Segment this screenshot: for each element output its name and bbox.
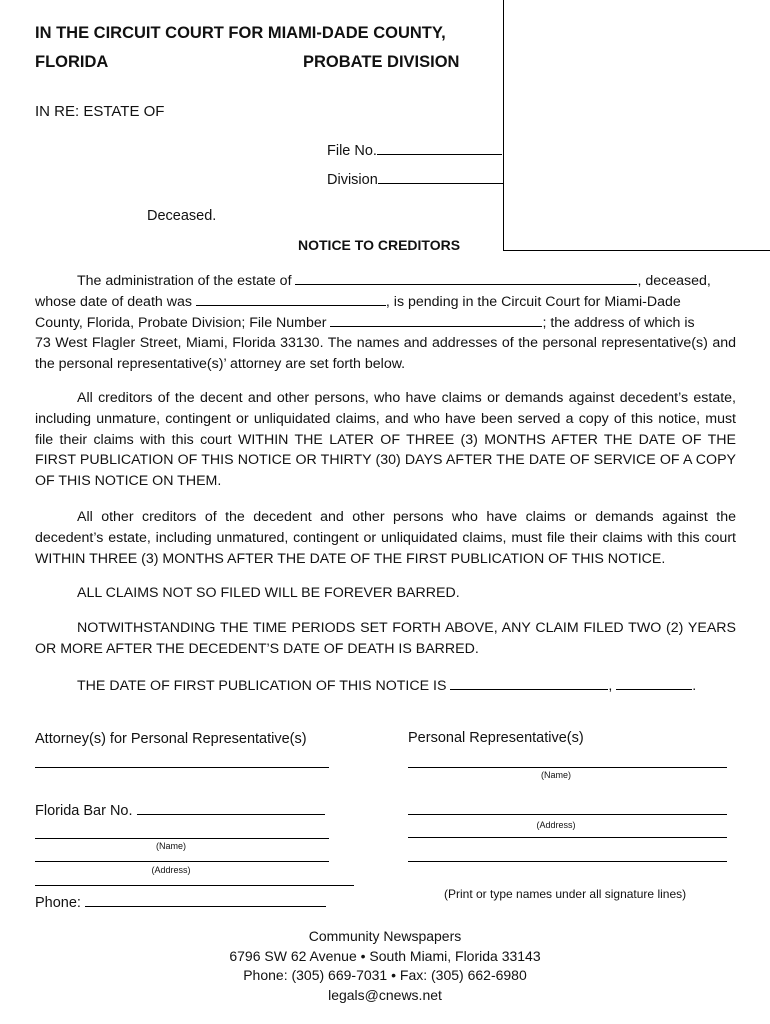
attorney-address-caption: (Address): [151, 865, 191, 875]
pr-address-caption: (Address): [536, 820, 576, 830]
attorney-signature-line[interactable]: [35, 767, 329, 768]
court-name-line2-left: FLORIDA: [35, 53, 109, 71]
publisher-footer: [0, 927, 770, 1005]
florida-bar-field: [35, 801, 325, 819]
pr-address-line3[interactable]: [408, 861, 727, 862]
publisher-phone-fax: Phone: (305) 669-7031 • Fax: (305) 662-6980: [243, 967, 527, 983]
paragraph-publication-date: [35, 676, 736, 697]
p2-text: All creditors of the decent and other persons, who have claims or demands against decedent’s estate, including unmature, contingent or unliquidated claims, and who have been served a copy of this notice, must file their claims with this court WITHIN THE LATER OF THREE (3) MONTHS AFTER THE DATE OF THE FIRST PUBLICATION OF THIS NOTICE OR THIRTY (30) DAYS AFTER THE DATE OF SERVICE OF A COPY OF THIS NOTICE ON THEM.: [35, 390, 736, 490]
publisher-name: Community Newspapers: [308, 928, 462, 944]
file-number-blank[interactable]: [330, 313, 542, 327]
notice-title: NOTICE TO CREDITORS: [298, 237, 461, 253]
publisher-address: 6796 SW 62 Avenue • South Miami, Florida 33143: [229, 947, 541, 964]
division-blank[interactable]: [378, 170, 503, 184]
attorney-name-line[interactable]: [35, 838, 329, 839]
publication-year-blank[interactable]: [616, 676, 692, 690]
pr-address-line[interactable]: [408, 814, 727, 815]
p3-text: All other creditors of the decedent and other persons who have claims or demands against the decedent’s estate, including unmatured, contingent or unliquidated claims, must file their claims with this court WITHIN THREE (3) MONTHS AFTER THE DATE OF THE FIRST PUBLICATION OF THIS NOTICE.: [35, 509, 736, 567]
file-no-label: File No.: [327, 143, 377, 159]
deceased-label: Deceased.: [147, 208, 217, 224]
paragraph-creditors-served: [35, 388, 736, 492]
court-name-line1: IN THE CIRCUIT COURT FOR MIAMI-DADE COUNTY,: [35, 24, 446, 42]
p6-text: THE DATE OF FIRST PUBLICATION OF THIS NOTICE IS , .: [77, 678, 697, 694]
paragraph-other-creditors: [35, 507, 736, 569]
attorney-address-line2[interactable]: [35, 885, 354, 886]
print-names-note: (Print or type names under all signature lines): [444, 887, 687, 901]
caption-box-bottom-line: [503, 250, 770, 251]
attorney-heading: Attorney(s) for Personal Representative(s): [35, 731, 307, 747]
phone-blank[interactable]: [85, 893, 326, 907]
phone-field: [35, 893, 326, 911]
florida-bar-blank[interactable]: [137, 801, 325, 815]
p1-line1: The administration of the estate of , deceased,: [77, 273, 711, 289]
publication-date-blank[interactable]: [450, 676, 608, 690]
publisher-email[interactable]: legals@cnews.net: [328, 986, 442, 1003]
phone-label: Phone:: [35, 895, 81, 911]
paragraph-administration: [35, 271, 736, 375]
p5-text: NOTWITHSTANDING THE TIME PERIODS SET FORTH ABOVE, ANY CLAIM FILED TWO (2) YEARS OR MORE AFTER THE DECEDENT’S DATE OF DEATH IS BARRED.: [35, 620, 736, 657]
file-no-field: [327, 141, 502, 159]
pr-address-line2[interactable]: [408, 837, 727, 838]
division-label: Division: [327, 172, 378, 188]
pr-name-caption: (Name): [540, 770, 571, 780]
p4-text: ALL CLAIMS NOT SO FILED WILL BE FOREVER BARRED.: [77, 585, 460, 601]
attorney-address-line[interactable]: [35, 861, 329, 862]
attorney-name-caption: (Name): [155, 841, 186, 851]
p1-rest: 73 West Flagler Street, Miami, Florida 33130. The names and addresses of the personal representative(s) and the personal representative(s)’ attorney are set forth below.: [35, 335, 736, 373]
in-re-estate-label: IN RE: ESTATE OF: [35, 103, 165, 120]
caption-box-vertical-line: [503, 0, 504, 250]
file-no-blank[interactable]: [377, 141, 502, 155]
p1-line2: whose date of death was , is pending in the Circuit Court for Miami-Dade: [35, 293, 681, 310]
paragraph-notwithstanding: [35, 618, 736, 660]
division-field: [327, 170, 503, 188]
date-of-death-blank[interactable]: [196, 292, 386, 306]
paragraph-forever-barred: [35, 583, 736, 604]
pr-signature-line[interactable]: [408, 767, 727, 768]
p1-line3: County, Florida, Probate Division; File Number ; the address of which is: [35, 314, 695, 331]
decedent-name-blank[interactable]: [295, 271, 637, 285]
florida-bar-label: Florida Bar No.: [35, 803, 133, 819]
personal-representative-heading: Personal Representative(s): [408, 730, 584, 746]
court-division: PROBATE DIVISION: [303, 53, 460, 71]
